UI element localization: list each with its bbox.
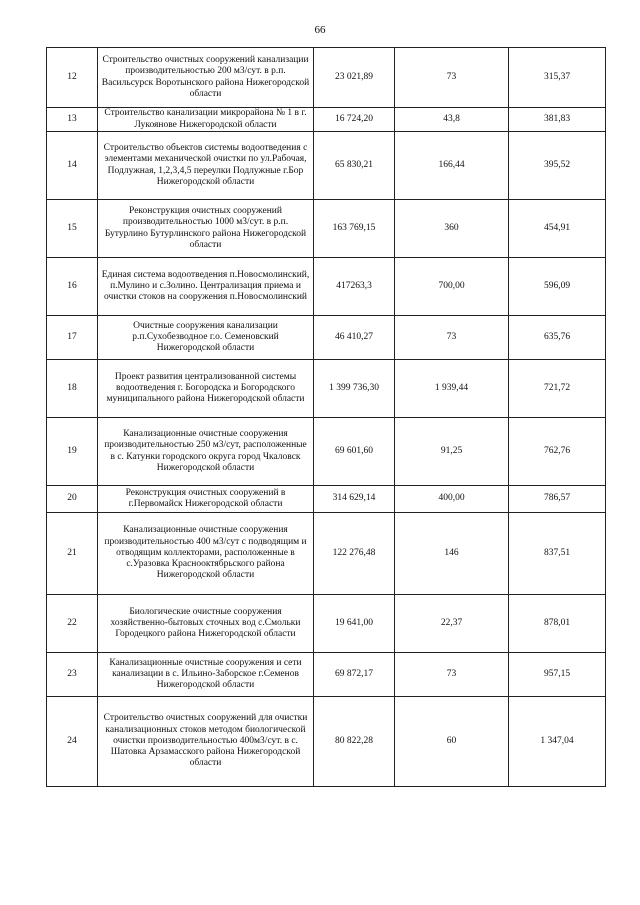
table-row — [47, 513, 606, 595]
cost-value: 23 021,89 — [314, 48, 395, 108]
page-number: 66 — [314, 24, 326, 36]
capacity-value: 43,8 — [395, 108, 509, 132]
unit-value: 395,52 — [509, 132, 606, 200]
object-name: Канализационные очистные сооружения и сети канализации в с. Ильино-Заборское г.Семенов Нижегородской области — [98, 653, 314, 697]
table-row — [47, 418, 606, 486]
capacity-value: 700,00 — [395, 258, 509, 316]
object-name: Единая система водоотведения п.Новосмолинский, п.Мулино и с.Золино. Централизация приема и очистки стоков на сооружения п.Новосмолинский — [98, 258, 314, 316]
unit-value: 721,72 — [509, 360, 606, 418]
object-name: Реконструкция очистных сооружений в г.Первомайск Нижегородской области — [98, 486, 314, 513]
object-name: Реконструкция очистных сооружений производительностью 1000 м3/сут. в р.п. Бутурлино Бутурлинского района Нижегородской области — [98, 200, 314, 258]
object-name: Проект развития централизованной системы водоотведения г. Богородска и Богородского муниципального района Нижегородской области — [98, 360, 314, 418]
row-number: 15 — [47, 200, 98, 258]
unit-value: 596,09 — [509, 258, 606, 316]
unit-value: 454,91 — [509, 200, 606, 258]
capacity-value: 1 939,44 — [395, 360, 509, 418]
cost-value: 65 830,21 — [314, 132, 395, 200]
capacity-value: 73 — [395, 48, 509, 108]
capacity-value: 73 — [395, 653, 509, 697]
table-row — [47, 200, 606, 258]
table-body — [47, 48, 606, 787]
unit-value: 957,15 — [509, 653, 606, 697]
cost-value: 122 276,48 — [314, 513, 395, 595]
capacity-value: 60 — [395, 697, 509, 787]
unit-value: 878,01 — [509, 595, 606, 653]
row-number: 12 — [47, 48, 98, 108]
table-row — [47, 697, 606, 787]
unit-value: 762,76 — [509, 418, 606, 486]
row-number: 14 — [47, 132, 98, 200]
table-row — [47, 48, 606, 108]
row-number: 20 — [47, 486, 98, 513]
row-number: 21 — [47, 513, 98, 595]
row-number: 22 — [47, 595, 98, 653]
unit-value: 837,51 — [509, 513, 606, 595]
row-number: 13 — [47, 108, 98, 132]
row-number: 19 — [47, 418, 98, 486]
row-number: 16 — [47, 258, 98, 316]
row-number: 17 — [47, 316, 98, 360]
object-name: Строительство объектов системы водоотведения с элементами механической очистки по ул.Рабочая, Подлужная, 1,2,3,4,5 переулки Подлужные г.Бор Нижегородской области — [98, 132, 314, 200]
unit-value: 381,83 — [509, 108, 606, 132]
table-row — [47, 653, 606, 697]
object-name: Канализационные очистные сооружения производительностью 400 м3/сут с подводящим и отводящим коллекторами, расположенные в с.Уразовка Краснооктябрьского района Нижегородской области — [98, 513, 314, 595]
unit-value: 635,76 — [509, 316, 606, 360]
cost-value: 417263,3 — [314, 258, 395, 316]
unit-value: 1 347,04 — [509, 697, 606, 787]
table-row — [47, 595, 606, 653]
table-row — [47, 316, 606, 360]
cost-value: 16 724,20 — [314, 108, 395, 132]
object-name: Строительство канализации микрорайона № 1 в г. Лукоянове Нижегородской области — [98, 108, 314, 132]
table-row — [47, 258, 606, 316]
object-name: Очистные сооружения канализации р.п.Сухобезводное г.о. Семеновский Нижегородской области — [98, 316, 314, 360]
unit-value: 786,57 — [509, 486, 606, 513]
capacity-value: 360 — [395, 200, 509, 258]
cost-value: 314 629,14 — [314, 486, 395, 513]
table-row — [47, 486, 606, 513]
capacity-value: 22,37 — [395, 595, 509, 653]
unit-value: 315,37 — [509, 48, 606, 108]
row-number: 18 — [47, 360, 98, 418]
capacity-value: 73 — [395, 316, 509, 360]
row-number: 23 — [47, 653, 98, 697]
capacity-value: 91,25 — [395, 418, 509, 486]
object-name: Строительство очистных сооружений канализации производительностью 200 м3/сут. в р.п. Васильсурск Воротынского района Нижегородской области — [98, 48, 314, 108]
table-row — [47, 360, 606, 418]
capacity-value: 400,00 — [395, 486, 509, 513]
capacity-value: 166,44 — [395, 132, 509, 200]
data-table — [46, 47, 606, 787]
object-name: Канализационные очистные сооружения производительностью 250 м3/сут, расположенные в с. Катунки городского округа город Чкаловск Нижегородской области — [98, 418, 314, 486]
capacity-value: 146 — [395, 513, 509, 595]
cost-value: 19 641,00 — [314, 595, 395, 653]
cost-value: 69 872,17 — [314, 653, 395, 697]
cost-value: 1 399 736,30 — [314, 360, 395, 418]
cost-value: 163 769,15 — [314, 200, 395, 258]
cost-value: 80 822,28 — [314, 697, 395, 787]
object-name: Биологические очистные сооружения хозяйственно-бытовых сточных вод с.Смольки Городецкого района Нижегородской области — [98, 595, 314, 653]
cost-value: 69 601,60 — [314, 418, 395, 486]
table-row — [47, 108, 606, 132]
table-row — [47, 132, 606, 200]
object-name: Строительство очистных сооружений для очистки канализационных стоков методом биологической очистки производительностью 400м3/сут. в с. Шатовка Арзамасского района Нижегородской области — [98, 697, 314, 787]
row-number: 24 — [47, 697, 98, 787]
cost-value: 46 410,27 — [314, 316, 395, 360]
